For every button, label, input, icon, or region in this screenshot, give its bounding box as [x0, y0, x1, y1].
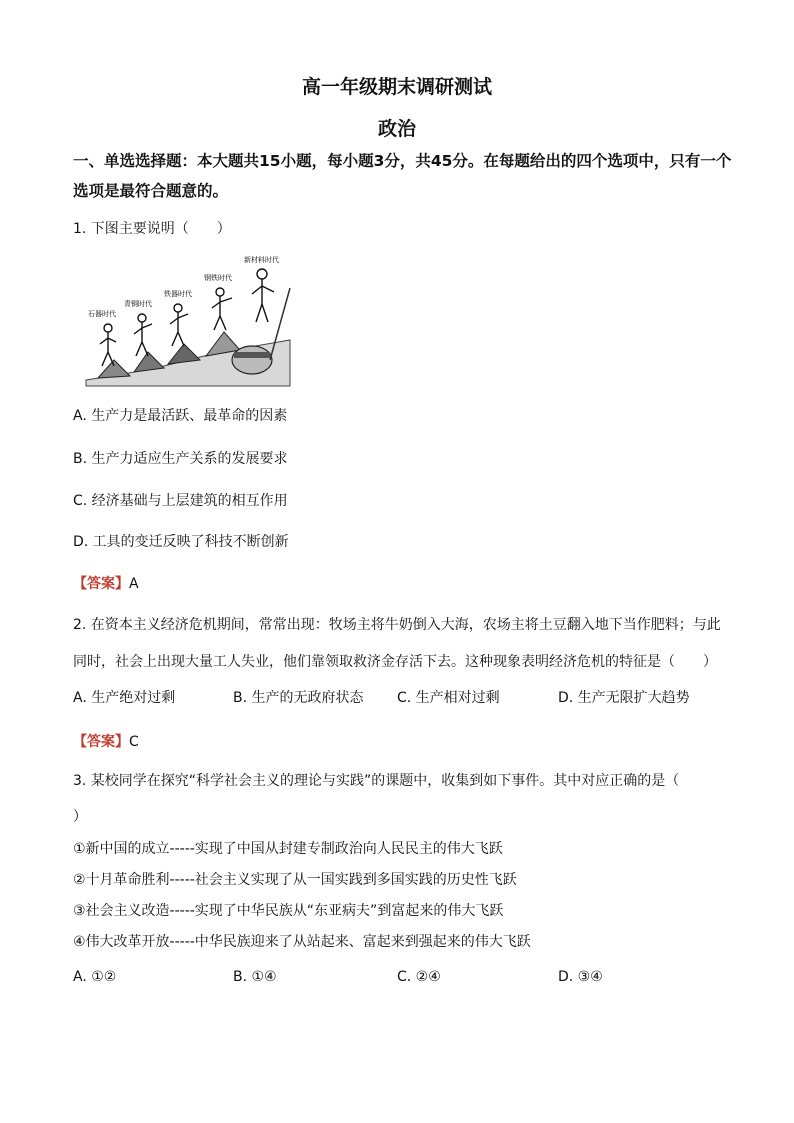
figure-label-iron-age: 铁器时代 — [164, 290, 192, 298]
q1-option-d: D. 工具的变迁反映了科技不断创新 — [73, 534, 289, 550]
q3-option-a: A. ①② — [73, 969, 117, 985]
q1-option-c: C. 经济基础与上层建筑的相互作用 — [73, 493, 288, 509]
answer-label: 【答案】 — [73, 734, 129, 750]
q1-option-b: B. 生产力适应生产关系的发展要求 — [73, 451, 288, 467]
q2-answer — [73, 731, 139, 751]
subject-title: 政治 — [377, 118, 416, 140]
q3-option-b: B. ①④ — [233, 969, 277, 985]
section-heading: 一、单选选择题：本大题共15小题，每小题3分，共45分。在每题给出的四个选项中，只有一个选项是最符合题意的。 — [73, 152, 732, 200]
q3-item-2: ②十月革命胜利-----社会主义实现了从一国实践到多国实践的历史性飞跃 — [73, 872, 517, 888]
q3-item-1: ①新中国的成立-----实现了中国从封建专制政治向人民民主的伟大飞跃 — [73, 841, 503, 857]
q2-stem-line2: 同时，社会上出现大量工人失业，他们靠领取救济金存活下去。这种现象表明经济危机的特征是（ ） — [73, 654, 717, 670]
q1-option-a: A. 生产力是最活跃、最革命的因素 — [73, 408, 288, 424]
q2-stem-line1: 2. 在资本主义经济危机期间，常常出现：牧场主将牛奶倒入大海，农场主将土豆翻入地下当作肥料；与此 — [73, 617, 721, 633]
figure-label-bronze-age: 青铜时代 — [124, 300, 152, 308]
q3-item-4: ④伟大改革开放-----中华民族迎来了从站起来、富起来到强起来的伟大飞跃 — [73, 934, 531, 950]
figure-label-new-material-age: 新材料时代 — [244, 256, 279, 264]
q3-option-c: C. ②④ — [397, 969, 441, 985]
q2-option-b: B. 生产的无政府状态 — [233, 690, 364, 706]
figure-label-steel-age: 钢铁时代 — [204, 274, 232, 282]
q2-option-a: A. 生产绝对过剩 — [73, 690, 176, 706]
q3-stem-line1: 3. 某校同学在探究“科学社会主义的理论与实践”的课题中，收集到如下事件。其中对应正确的是（ — [73, 773, 680, 789]
q3-item-3: ③社会主义改造-----实现了中华民族从“东亚病夫”到富起来的伟大飞跃 — [73, 903, 504, 919]
q1-answer-value: A — [129, 576, 139, 592]
q1-stem: 1. 下图主要说明（ ） — [73, 221, 231, 237]
q3-option-d: D. ③④ — [558, 969, 603, 985]
answer-label: 【答案】 — [73, 576, 129, 592]
q2-option-c: C. 生产相对过剩 — [397, 690, 500, 706]
document-title: 高一年级期末调研测试 — [301, 76, 492, 98]
q2-option-d: D. 生产无限扩大趋势 — [558, 690, 690, 706]
q1-answer — [73, 573, 139, 593]
q2-answer-value: C — [129, 734, 139, 750]
tool-evolution-illustration — [84, 248, 294, 388]
figure-label-stone-age: 石器时代 — [88, 310, 116, 318]
q3-stem-line2: ） — [73, 809, 87, 825]
